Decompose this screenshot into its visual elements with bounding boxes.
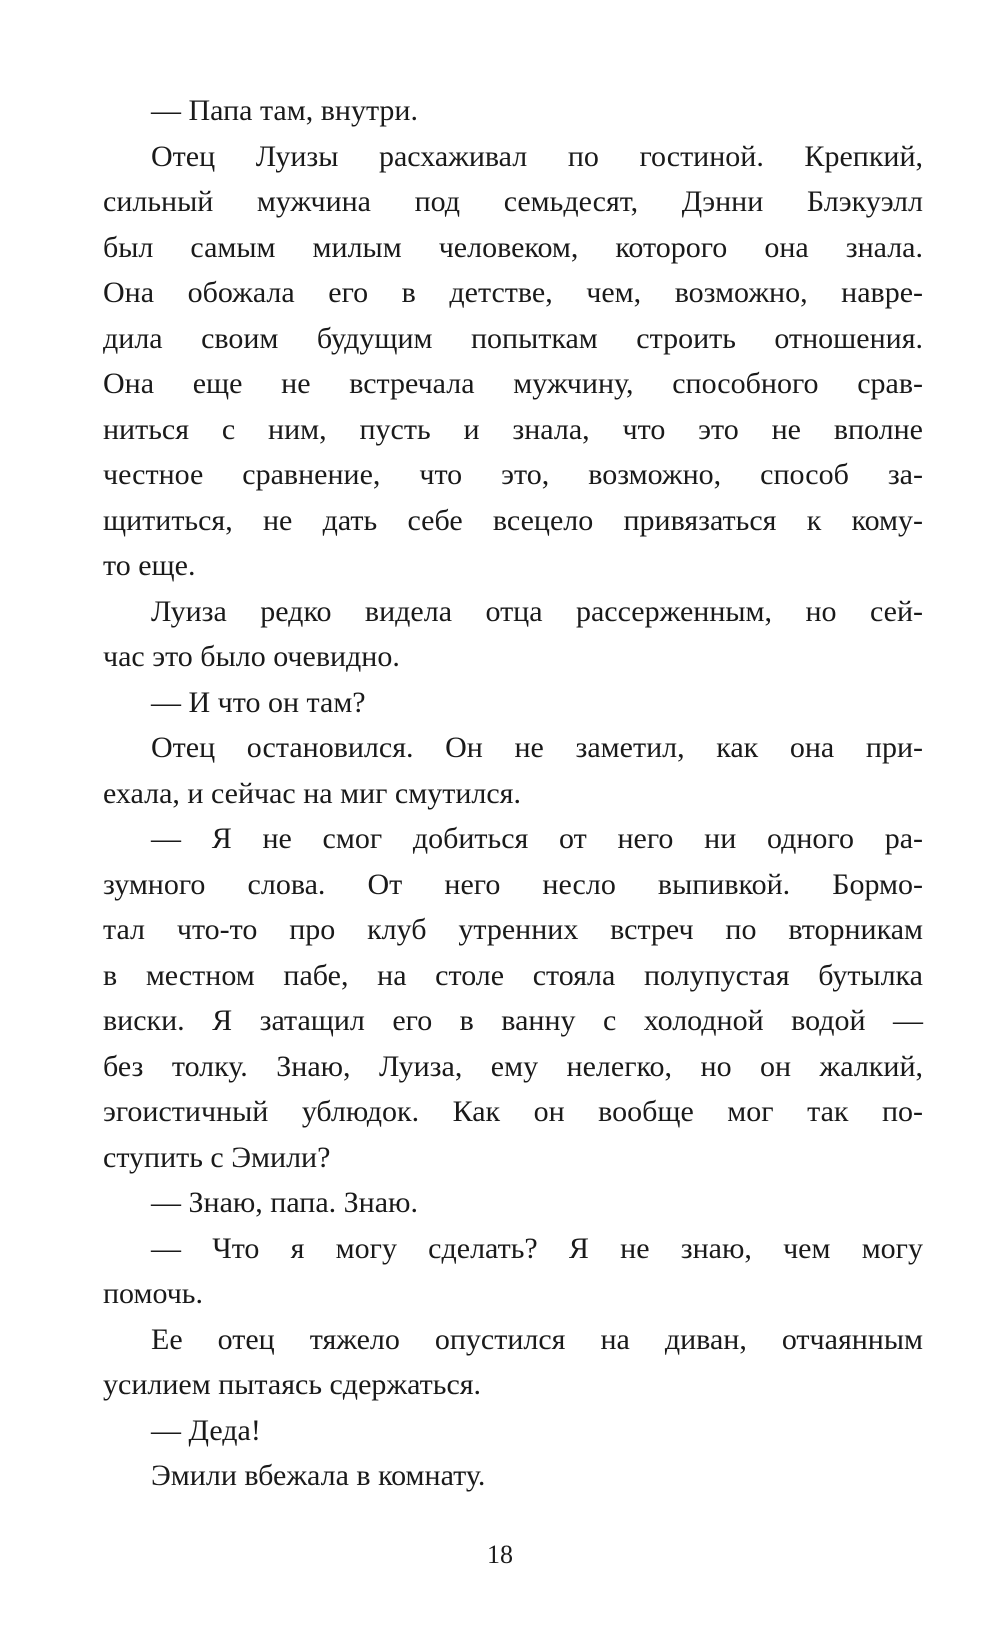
text-line: ниться с ним, пусть и знала, что это не вполне xyxy=(103,412,923,446)
text-line: честное сравнение, что это, возможно, способ за- xyxy=(103,458,923,491)
text-line: Она обожала его в детстве, чем, возможно, навре- xyxy=(103,276,923,309)
page-number: 18 xyxy=(487,1540,513,1569)
text-line: — Я не смог добиться от него ни одного ра- xyxy=(151,822,923,855)
text-line: — Знаю, папа. Знаю. xyxy=(151,1186,418,1219)
text-line: ехала, и сейчас на миг смутился. xyxy=(103,776,521,810)
text-line: Отец Луизы расхаживал по гостиной. Крепкий, xyxy=(151,139,923,173)
text-line: Луиза редко видела отца рассерженным, но сей- xyxy=(151,594,923,628)
text-line: эгоистичный ублюдок. Как он вообще мог так по- xyxy=(103,1095,923,1128)
text-line: Ее отец тяжело опустился на диван, отчаянным xyxy=(151,1322,923,1356)
text-line: в местном пабе, на столе стояла полупустая бутылка xyxy=(103,958,923,992)
text-line: был самым милым человеком, которого она знала. xyxy=(103,230,923,264)
text-line: — И что он там? xyxy=(151,685,366,719)
body-text xyxy=(103,88,923,1499)
text-line: дила своим будущим попыткам строить отношения. xyxy=(103,321,923,355)
text-line: час это было очевидно. xyxy=(103,640,400,673)
text-line: виски. Я затащил его в ванну с холодной водой — xyxy=(103,1004,923,1037)
text-line: Она еще не встречала мужчину, способного срав- xyxy=(103,367,923,400)
text-line: Отец остановился. Он не заметил, как она при- xyxy=(151,731,923,764)
text-line: Эмили вбежала в комнату. xyxy=(151,1459,486,1492)
text-line: усилием пытаясь сдержаться. xyxy=(103,1368,482,1401)
text-line: без толку. Знаю, Луиза, ему нелегко, но он жалкий, xyxy=(103,1049,923,1083)
text-line: — Папа там, внутри. xyxy=(151,94,418,127)
text-line: — Деда! xyxy=(151,1413,261,1447)
text-line: то еще. xyxy=(103,549,196,582)
text-line: — Что я могу сделать? Я не знаю, чем могу xyxy=(151,1231,923,1265)
text-line: ступить с Эмили? xyxy=(103,1140,331,1174)
text-line: сильный мужчина под семьдесят, Дэнни Блэкуэлл xyxy=(103,185,923,218)
text-line: зумного слова. От него несло выпивкой. Бормо- xyxy=(103,867,923,901)
text-line: помочь. xyxy=(103,1277,203,1310)
text-line: тал что-то про клуб утренних встреч по вторникам xyxy=(103,913,923,946)
text-line: щититься, не дать себе всецело привязаться к кому- xyxy=(103,503,923,537)
